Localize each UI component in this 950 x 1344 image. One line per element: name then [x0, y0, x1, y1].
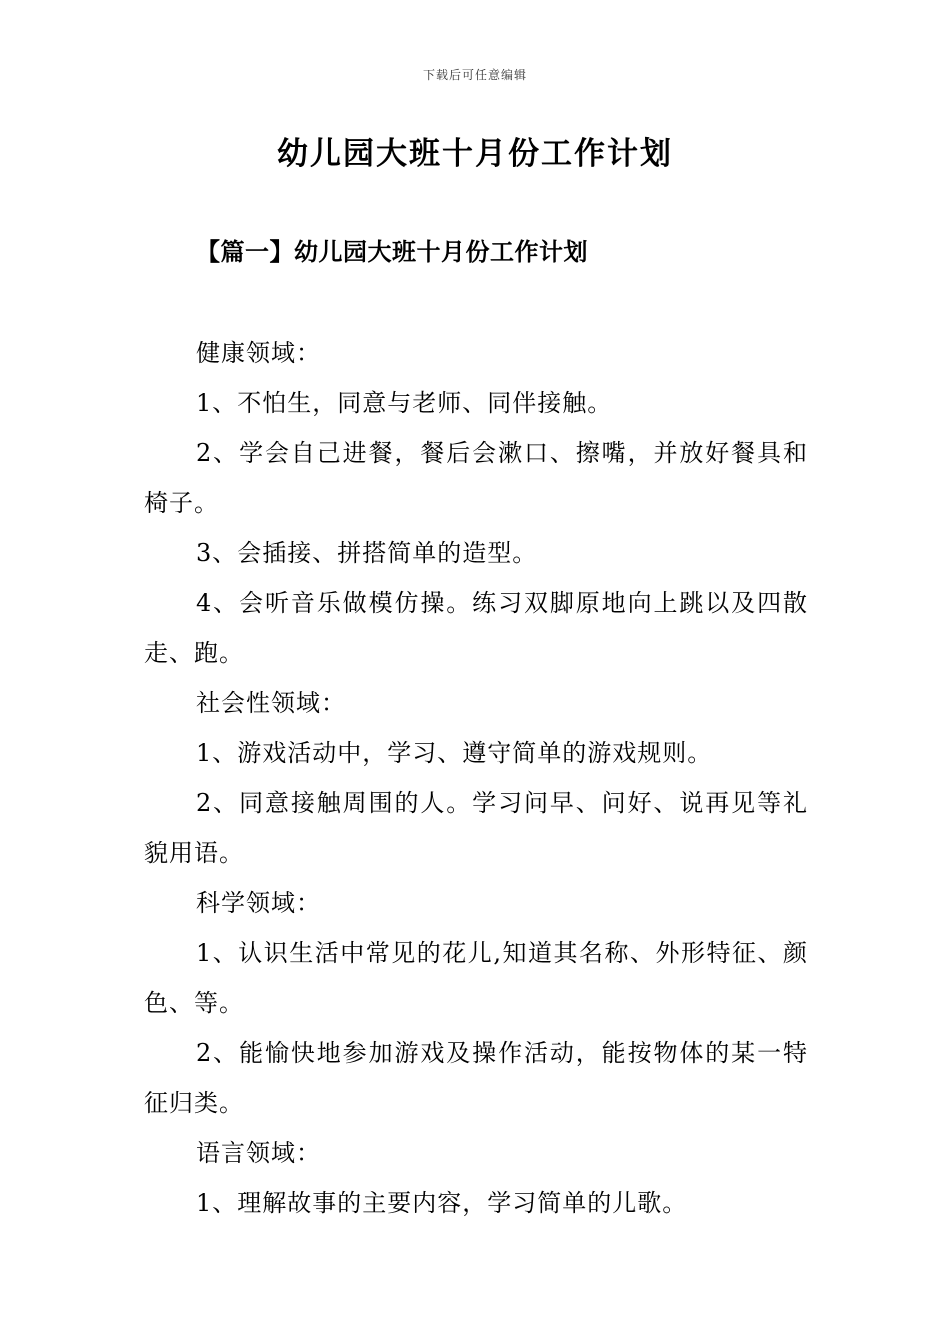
document-title: 幼儿园大班十月份工作计划 [277, 136, 673, 172]
paragraph-science-1: 1、认识生活中常见的花儿,知道其名称、外形特征、颜色、等。 [144, 939, 808, 1017]
paragraph-health-heading: 健康领域： [196, 339, 321, 367]
paragraph-health-2: 2、学会自己进餐，餐后会漱口、擦嘴，并放好餐具和椅子。 [144, 439, 808, 517]
paragraph-social-1: 1、游戏活动中，学习、遵守简单的游戏规则。 [196, 739, 713, 767]
paragraph-science-heading: 科学领域： [196, 889, 321, 917]
paragraph-social-2: 2、同意接触周围的人。学习问早、问好、说再见等礼貌用语。 [144, 789, 808, 867]
paragraph-language-heading: 语言领域： [196, 1139, 321, 1167]
paragraph-science-2: 2、能愉快地参加游戏及操作活动，能按物体的某一特征归类。 [144, 1039, 808, 1117]
paragraph-health-4: 4、会听音乐做模仿操。练习双脚原地向上跳以及四散走、跑。 [144, 589, 808, 667]
paragraph-social-heading: 社会性领域： [196, 689, 346, 717]
body-text [144, 328, 808, 1228]
paragraph-health-1: 1、不怕生，同意与老师、同伴接触。 [196, 389, 613, 417]
paragraph-health-3: 3、会插接、拼搭简单的造型。 [196, 539, 538, 567]
section-heading: 【篇一】幼儿园大班十月份工作计划 [196, 237, 588, 266]
paragraph-language-1: 1、理解故事的主要内容，学习简单的儿歌。 [196, 1189, 688, 1217]
header-note: 下载后可任意编辑 [422, 68, 527, 82]
